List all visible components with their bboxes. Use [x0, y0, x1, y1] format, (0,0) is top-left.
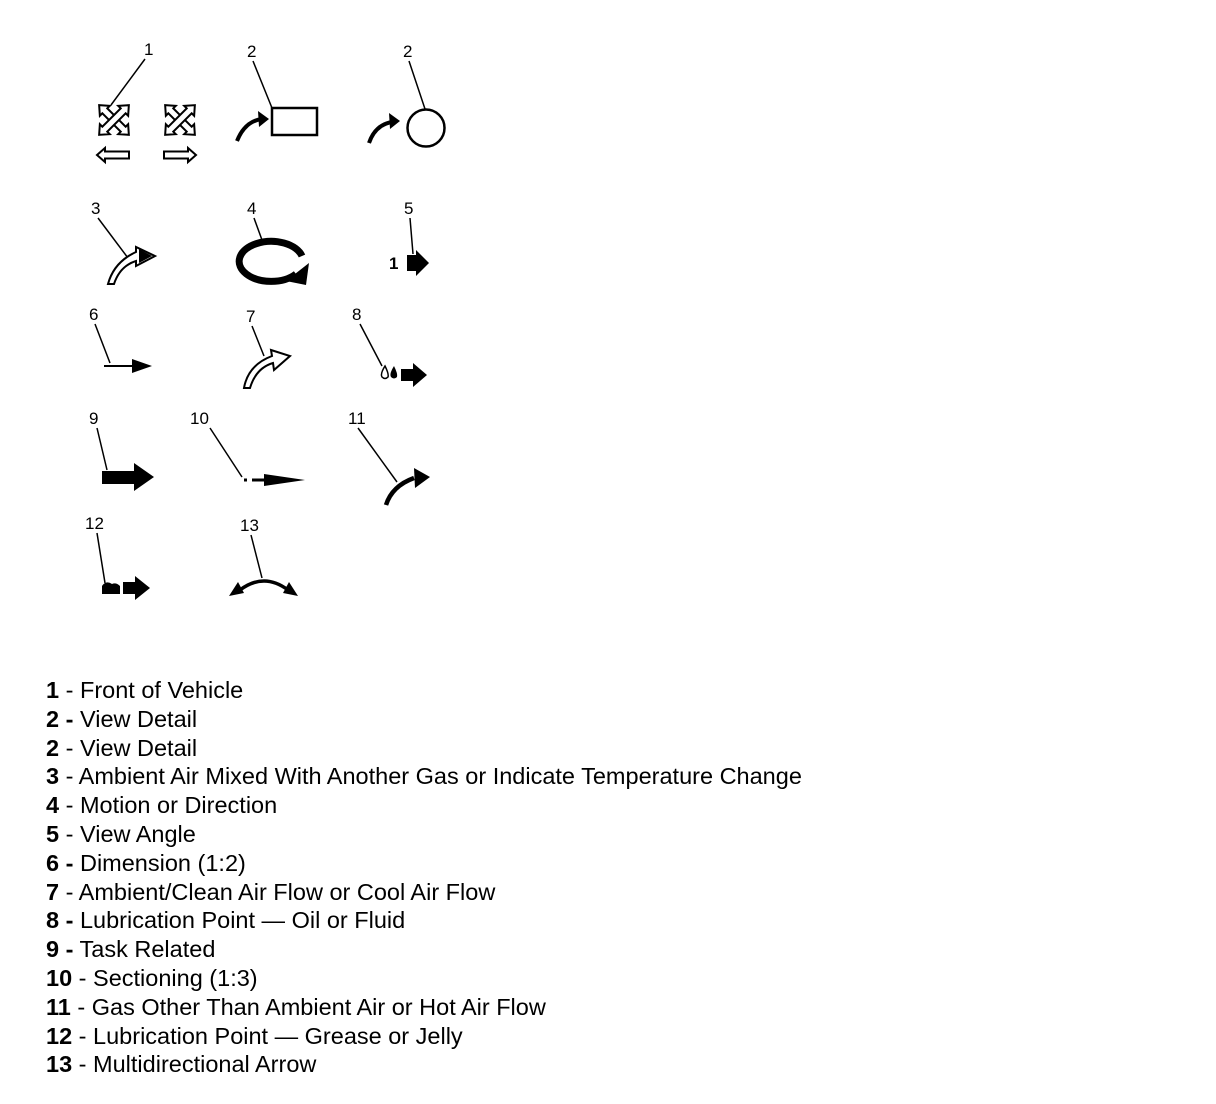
legend-label: Ambient/Clean Air Flow or Cool Air Flow — [78, 878, 496, 905]
legend-item — [46, 964, 802, 993]
legend-item — [46, 878, 802, 907]
legend-number: 6 - — [46, 849, 74, 876]
callout-4: 4 — [247, 199, 257, 218]
ambient-air-mixed-arrow-icon — [108, 247, 155, 284]
legend-item — [46, 762, 802, 791]
view-detail-circle-icon — [369, 110, 445, 147]
legend-label: Sectioning (1:3) — [93, 964, 258, 991]
legend-item — [46, 1022, 802, 1051]
legend-label: Motion or Direction — [79, 792, 278, 819]
legend-item — [46, 849, 802, 878]
leader-line-7 — [252, 326, 264, 356]
callout-5-inner: 1 — [389, 254, 399, 273]
multidirectional-arrow-icon — [229, 581, 298, 596]
legend-item — [46, 935, 802, 964]
legend-separator: - — [59, 763, 79, 790]
callout-1: 1 — [144, 40, 154, 59]
front-of-vehicle-arrows-icon — [94, 100, 200, 162]
legend-separator: - — [59, 820, 80, 847]
leader-line-4 — [254, 218, 262, 240]
leader-line-10 — [210, 428, 242, 477]
legend-number: 5 — [46, 820, 60, 847]
legend-number: 8 - — [46, 907, 74, 934]
legend-item — [46, 993, 802, 1022]
legend-item — [46, 791, 802, 820]
sectioning-arrow-icon — [244, 474, 305, 486]
view-angle-arrow-icon — [407, 250, 429, 276]
callout-12: 12 — [85, 514, 104, 533]
legend-item — [46, 676, 802, 705]
legend-number: 1 — [46, 677, 60, 703]
legend-separator: - — [72, 964, 94, 991]
callout-2-rect: 2 — [247, 42, 257, 61]
dimension-arrow-icon — [104, 359, 152, 373]
callout-2-circle: 2 — [403, 42, 413, 61]
legend-list — [46, 676, 802, 1079]
legend-number: 7 — [46, 878, 60, 905]
legend-number: 9 - — [46, 936, 74, 963]
callout-9: 9 — [89, 409, 99, 428]
legend-label: Lubrication Point — Grease or Jelly — [93, 1022, 463, 1049]
leader-line-1 — [111, 59, 145, 105]
leader-line-6 — [95, 324, 110, 363]
legend-number: 2 — [46, 734, 60, 761]
leader-line-12 — [97, 533, 105, 583]
callout-8: 8 — [352, 305, 362, 324]
legend-separator: - — [59, 878, 79, 905]
callout-6: 6 — [89, 305, 99, 324]
callout-11: 11 — [348, 409, 366, 428]
legend-label: View Detail — [79, 705, 198, 732]
callout-3: 3 — [91, 199, 101, 218]
leader-line-13 — [251, 535, 262, 578]
callout-10: 10 — [190, 409, 209, 428]
lubrication-grease-icon — [102, 576, 150, 600]
legend-number: 11 — [46, 993, 71, 1020]
legend-separator: - — [59, 677, 80, 703]
leader-line-3 — [98, 218, 128, 258]
leader-line-11 — [358, 428, 397, 482]
leader-line-8 — [360, 324, 382, 366]
leader-line-5 — [410, 218, 413, 254]
legend-label: Ambient Air Mixed With Another Gas or Indicate Temperature Change — [78, 763, 802, 790]
view-detail-rectangle-icon — [237, 108, 317, 141]
legend-label: View Angle — [79, 820, 196, 847]
legend-separator: - — [72, 1022, 94, 1049]
legend-separator: - — [70, 993, 92, 1020]
leader-line-9 — [97, 428, 107, 470]
callout-5: 5 — [404, 199, 414, 218]
legend-separator: - — [59, 734, 80, 761]
legend-number: 3 — [46, 763, 60, 790]
legend-number: 2 - — [46, 705, 74, 732]
legend-item — [46, 906, 802, 935]
legend-label: View Detail — [79, 734, 198, 761]
leader-line-2-rect — [253, 61, 272, 108]
callout-7: 7 — [246, 307, 256, 326]
legend-separator: - — [72, 1051, 94, 1078]
lubrication-oil-icon — [381, 363, 427, 387]
legend-item — [46, 820, 802, 849]
legend-number: 13 — [46, 1051, 73, 1078]
legend-label: Gas Other Than Ambient Air or Hot Air Flow — [91, 993, 546, 1020]
legend-number: 12 — [46, 1022, 73, 1049]
legend-item — [46, 734, 802, 763]
legend-label: Dimension (1:2) — [79, 849, 246, 876]
legend-separator: - — [59, 792, 80, 819]
hot-air-flow-arrow-icon — [386, 468, 430, 505]
motion-direction-arrow-icon — [239, 241, 309, 285]
legend-item — [46, 705, 802, 734]
leader-line-2-circle — [409, 61, 425, 109]
clean-air-flow-arrow-icon — [244, 350, 290, 388]
legend-number: 4 — [46, 792, 60, 819]
legend-number: 10 — [46, 964, 73, 991]
legend-label: Multidirectional Arrow — [93, 1051, 317, 1078]
legend-label: Front of Vehicle — [79, 677, 244, 703]
legend-item — [46, 1050, 802, 1079]
callout-13: 13 — [240, 516, 259, 535]
task-related-arrow-icon — [102, 463, 154, 491]
legend-label: Task Related — [79, 936, 216, 963]
legend-label: Lubrication Point — Oil or Fluid — [79, 907, 406, 934]
